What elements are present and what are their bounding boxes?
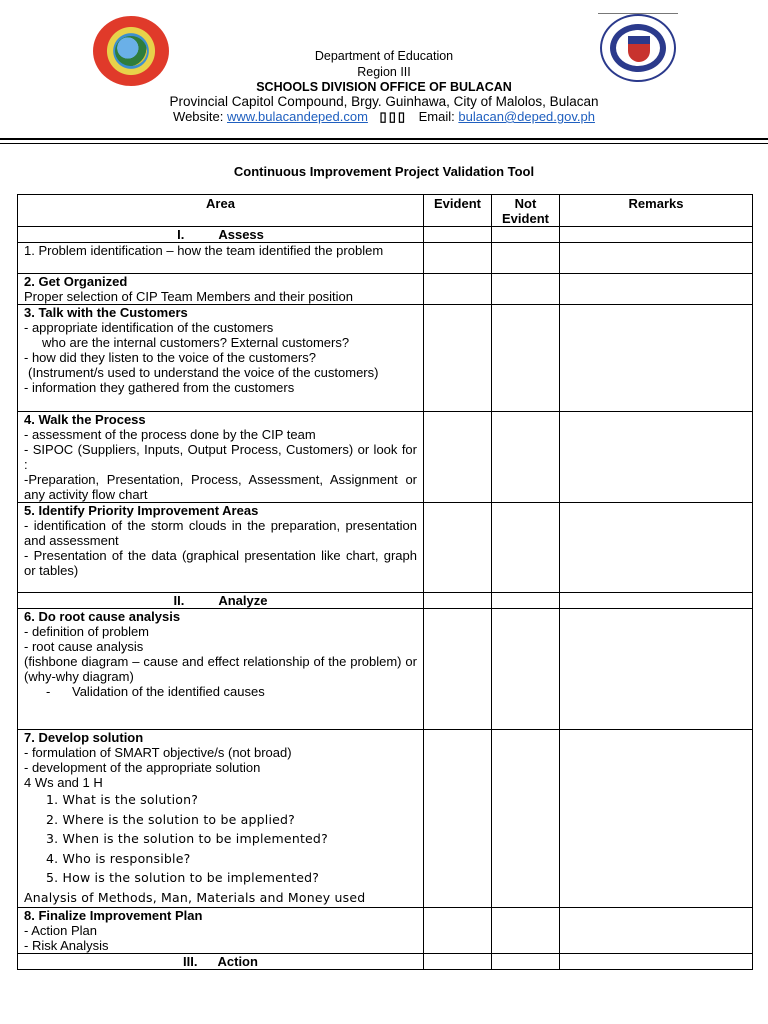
row-line: - formulation of SMART objective/s (not broad) [24,745,292,760]
website-label: Website: [173,109,224,124]
section-row-action [18,954,753,970]
row-line: - Action Plan [24,923,97,938]
row-line: Proper selection of CIP Team Members and their position [24,289,354,304]
col-remarks: Remarks [560,195,753,227]
table-row [18,730,753,908]
question-item: 3. When is the solution to be implemented? [46,831,328,846]
not-evident-cell[interactable] [492,243,560,274]
row-line: - Presentation of the data (graphical presentation like chart, graph or tables) [24,548,417,578]
not-evident-cell[interactable] [492,503,560,593]
table-row [18,274,753,305]
not-evident-cell[interactable] [492,274,560,305]
row-line: - definition of problem [24,624,150,639]
evident-cell[interactable] [424,227,492,243]
row-line: - identification of the storm clouds in the preparation, presentation and assessment [24,518,417,548]
table-row [18,243,753,274]
table-row [18,305,753,412]
office-name: SCHOOLS DIVISION OFFICE OF BULACAN [256,80,512,94]
not-evident-cell[interactable] [492,227,560,243]
email-label: Email: [418,109,455,124]
row-line: -Preparation, Presentation, Process, Assessment, Assignment or any activity flow chart [24,472,417,502]
remarks-cell[interactable] [560,593,753,609]
contact-line [0,109,768,124]
remarks-cell[interactable] [560,908,753,954]
row-line: - development of the appropriate solution [24,760,261,775]
not-evident-cell[interactable] [492,412,560,503]
remarks-cell[interactable] [560,503,753,593]
remarks-cell[interactable] [560,954,753,970]
region-name: Region III [357,65,411,79]
remarks-cell[interactable] [560,305,753,412]
separator-glyphs: ▯▯▯ [379,109,408,124]
row-line: who are the internal customers? External customers? [42,335,350,350]
evident-cell[interactable] [424,609,492,730]
table-row [18,503,753,593]
evident-cell[interactable] [424,730,492,908]
row-title: 6. Do root cause analysis [24,609,181,624]
row-line: - root cause analysis [24,639,144,654]
not-evident-cell[interactable] [492,954,560,970]
row-line: - appropriate identification of the customers [24,320,274,335]
evident-cell[interactable] [424,908,492,954]
document-title: Continuous Improvement Project Validation Tool [233,164,535,179]
table-row [18,908,753,954]
section-row-assess [18,227,753,243]
evident-cell[interactable] [424,243,492,274]
row-line: 4 Ws and 1 H [24,775,103,790]
not-evident-cell[interactable] [492,908,560,954]
row-line: - how did they listen to the voice of the customers? [24,350,316,365]
department-name: Department of Education [314,49,454,63]
evident-cell[interactable] [424,593,492,609]
row-title: 7. Develop solution [24,730,144,745]
evident-cell[interactable] [424,954,492,970]
question-item: 2. Where is the solution to be applied? [46,811,295,827]
analysis-line: Analysis of Methods, Man, Materials and Money used [24,889,366,905]
table-row [18,609,753,730]
evident-cell[interactable] [424,503,492,593]
remarks-cell[interactable] [560,274,753,305]
evident-cell[interactable] [424,305,492,412]
header-rule-thin [0,143,768,144]
row-line: - SIPOC (Suppliers, Inputs, Output Process, Customers) or look for : [24,442,417,472]
question-item: 5. How is the solution to be implemented? [46,870,320,885]
remarks-cell[interactable] [560,609,753,730]
remarks-cell[interactable] [560,730,753,908]
row-line: - information they gathered from the customers [24,380,295,395]
row-title: 4. Walk the Process [24,412,146,427]
section-name: Assess [218,227,264,242]
not-evident-cell[interactable] [492,730,560,908]
section-number: II. [173,593,185,608]
remarks-cell[interactable] [560,412,753,503]
row-line: - assessment of the process done by the CIP team [24,427,316,442]
website-link[interactable]: www.bulacandeped.com [227,109,368,124]
question-item: 1. What is the solution? [46,792,199,807]
question-item: 4. Who is responsible? [46,850,191,866]
not-evident-cell[interactable] [492,305,560,412]
validation-table [17,194,753,970]
row-text: 1. Problem identification – how the team identified the problem [18,243,424,274]
header-rule-thick [0,138,768,140]
not-evident-cell[interactable] [492,593,560,609]
evident-cell[interactable] [424,412,492,503]
office-address: Provincial Capitol Compound, Brgy. Guinhawa, City of Malolos, Bulacan [169,94,599,109]
section-name: Action [217,954,258,969]
not-evident-cell[interactable] [492,609,560,730]
row-title: 3. Talk with the Customers [24,305,188,320]
row-line: (Instrument/s used to understand the voice of the customers) [28,365,379,380]
row-title: 2. Get Organized [24,274,128,289]
row-line: - Validation of the identified causes [46,684,265,699]
row-line: (fishbone diagram – cause and effect relationship of the problem) or (why-why diagram) [24,654,417,684]
section-name: Analyze [218,593,268,608]
col-evident: Evident [424,195,492,227]
evident-cell[interactable] [424,274,492,305]
section-number: I. [177,227,185,242]
row-title: 5. Identify Priority Improvement Areas [24,503,259,518]
col-not-evident: Not Evident [492,195,560,227]
remarks-cell[interactable] [560,243,753,274]
row-title: 8. Finalize Improvement Plan [24,908,203,923]
col-area: Area [18,195,424,227]
table-row [18,412,753,503]
email-link[interactable]: bulacan@deped.gov.ph [458,109,595,124]
section-row-analyze [18,593,753,609]
section-number: III. [183,954,198,969]
row-line: - Risk Analysis [24,938,109,953]
remarks-cell[interactable] [560,227,753,243]
table-header-row [18,195,753,227]
